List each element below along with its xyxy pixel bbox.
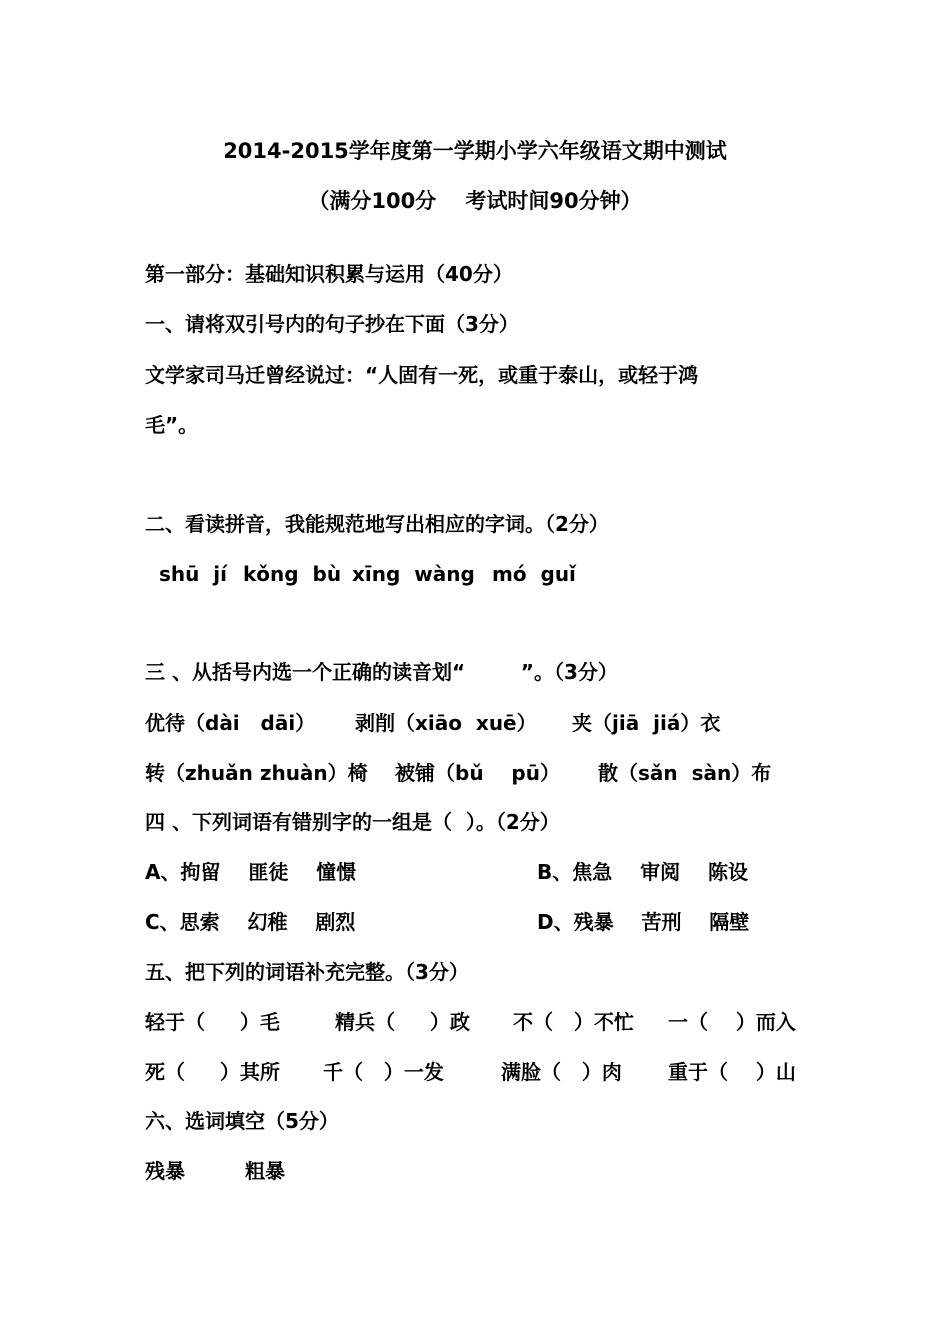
q4-heading: 四 、下列词语有错别字的一组是（ ）。（2分） (145, 810, 560, 834)
idiom-blank: 千（ ）一发 (323, 1060, 444, 1084)
reading-choice: 散（sǎn sàn）布 (598, 761, 772, 785)
q1-heading: 一、请将双引号内的句子抄在下面（3分） (145, 312, 519, 336)
pinyin-item: kǒng bù (243, 562, 342, 586)
reading-choice: 优待（dài dāi） (145, 711, 316, 735)
idiom-blank: 满脸（ ）肉 (501, 1060, 622, 1084)
pinyin-item: xīng wàng (352, 562, 475, 586)
idiom-blank: 重于（ ）山 (668, 1060, 796, 1084)
word-choice: 残暴 (145, 1159, 185, 1183)
q1-text-line2: 毛”。 (145, 413, 199, 437)
word-choice: 粗暴 (245, 1159, 285, 1183)
pinyin-item: shū jí (159, 562, 228, 586)
idiom-blank: 精兵（ ）政 (335, 1010, 470, 1034)
q5-heading: 五、把下列的词语补充完整。（3分） (145, 960, 469, 984)
q4-option-b: B、焦急 审阅 陈设 (537, 860, 748, 884)
idiom-blank: 不（ ）不忙 (513, 1010, 634, 1034)
pinyin-item: mó guǐ (492, 562, 576, 586)
q4-option-a: A、拘留 匪徒 憧憬 (145, 860, 357, 884)
reading-choice: 夹（jiā jiá）衣 (572, 711, 721, 735)
q1-text-line1: 文学家司马迁曾经说过：“人固有一死，或重于泰山，或轻于鸿 (145, 363, 699, 387)
reading-choice: 转（zhuǎn zhuàn）椅 (145, 761, 368, 785)
idiom-blank: 一（ ）而入 (668, 1010, 796, 1034)
exam-subtitle: （满分100分 考试时间90分钟） (308, 189, 642, 213)
q2-heading: 二、看读拼音，我能规范地写出相应的字词。（2分） (145, 512, 609, 536)
exam-title: 2014-2015学年度第一学期小学六年级语文期中测试 (223, 139, 727, 163)
reading-choice: 被铺（bǔ pū） (395, 761, 560, 785)
reading-choice: 剥削（xiāo xuē） (355, 711, 537, 735)
idiom-blank: 死（ ）其所 (145, 1060, 280, 1084)
q4-option-c: C、思索 幻稚 剧烈 (145, 910, 356, 934)
part1-heading: 第一部分：基础知识积累与运用（40分） (145, 262, 513, 286)
q4-option-d: D、残暴 苦刑 隔壁 (537, 910, 750, 934)
q6-heading: 六、选词填空（5分） (145, 1109, 339, 1133)
q3-heading: 三 、从括号内选一个正确的读音划“ ”。（3分） (145, 660, 618, 684)
idiom-blank: 轻于（ ）毛 (145, 1010, 280, 1034)
